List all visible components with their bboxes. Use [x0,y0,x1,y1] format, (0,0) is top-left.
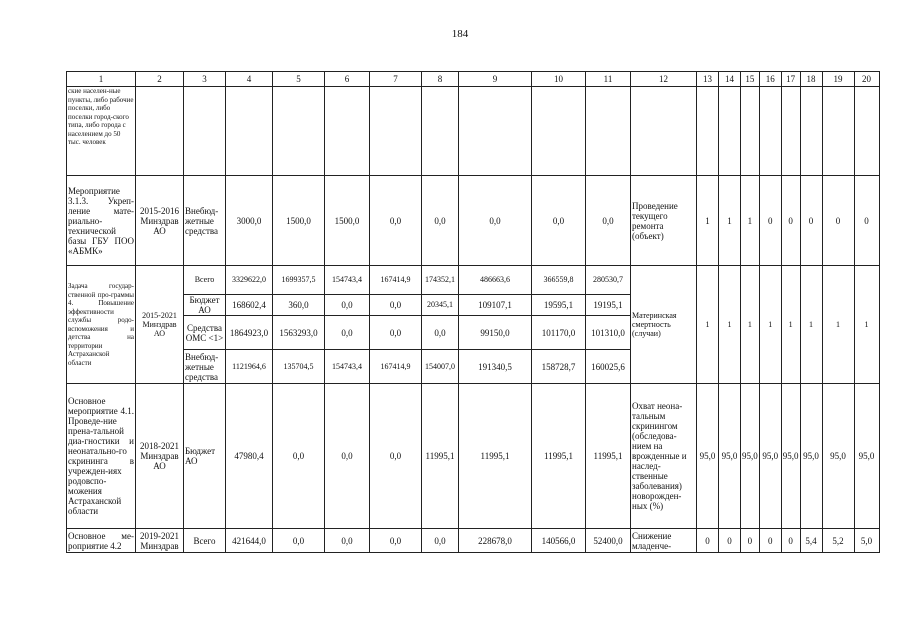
amount-cell: 174352,1 [422,266,459,295]
column-header: 2 [136,72,184,87]
indicator-value: 95,0 [697,384,719,529]
amount-cell: 0,0 [586,176,631,266]
amount-cell: 0,0 [459,176,532,266]
amount-cell: 0,0 [273,529,325,553]
indicator-value: 1 [759,266,781,384]
amount-cell: 11995,1 [459,384,532,529]
amount-cell: 52400,0 [586,529,631,553]
column-header: 8 [422,72,459,87]
amount-cell: 0,0 [532,176,586,266]
column-header: 10 [532,72,586,87]
amount-cell: 154007,0 [422,350,459,384]
indicator-value: 1 [781,266,800,384]
column-header: 4 [226,72,273,87]
indicator-value: 0 [854,176,879,266]
table-row [67,176,880,266]
amount-cell: 154743,4 [325,266,370,295]
column-header: 15 [741,72,760,87]
empty-cell [226,87,273,176]
row-description: Задача государ-ственной про-граммы 4. Повышение эффективности службы родо-вспоможения и детства на территории Астраханской области [67,266,136,384]
column-header: 6 [325,72,370,87]
indicator-value: 95,0 [822,384,854,529]
funding-source: Средства ОМС <1> [184,316,226,350]
empty-cell [822,87,854,176]
amount-cell: 0,0 [370,176,422,266]
amount-cell: 1500,0 [273,176,325,266]
amount-cell: 360,0 [273,295,325,316]
indicator-value: 1 [822,266,854,384]
indicator-name: Проведение текущего ремонта (объект) [631,176,697,266]
column-header: 12 [631,72,697,87]
column-header: 1 [67,72,136,87]
amount-cell: 3000,0 [226,176,273,266]
indicator-value: 1 [719,266,741,384]
amount-cell: 1864923,0 [226,316,273,350]
amount-cell: 101310,0 [586,316,631,350]
amount-cell: 0,0 [422,529,459,553]
column-header: 18 [800,72,822,87]
period-executor: 2015-2021 Минздрав АО [136,266,184,384]
indicator-value: 5,4 [800,529,822,553]
indicator-value: 0 [822,176,854,266]
column-header: 3 [184,72,226,87]
column-header: 11 [586,72,631,87]
empty-cell [781,87,800,176]
funding-source: Бюджет АО [184,295,226,316]
amount-cell: 1699357,5 [273,266,325,295]
indicator-value: 5,0 [854,529,879,553]
column-header: 17 [781,72,800,87]
amount-cell: 158728,7 [532,350,586,384]
amount-cell: 47980,4 [226,384,273,529]
amount-cell: 11995,1 [422,384,459,529]
amount-cell: 228678,0 [459,529,532,553]
amount-cell: 154743,4 [325,350,370,384]
indicator-value: 95,0 [854,384,879,529]
table-row [67,87,880,176]
indicator-value: 0 [759,176,781,266]
indicator-value: 1 [719,176,741,266]
amount-cell: 160025,6 [586,350,631,384]
funding-source: Внебюд-жетные средства [184,176,226,266]
row-description: ские населен-ные пункты, либо рабочие поселки, либо поселки город-ского типа, либо города с населением до 50 тыс. человек [67,87,136,176]
amount-cell: 1563293,0 [273,316,325,350]
column-header: 14 [719,72,741,87]
row-description: Мероприятие 3.1.3. Укреп-ление мате-риально-технической базы ГБУ ПОО «АБМК» [67,176,136,266]
indicator-value: 5,2 [822,529,854,553]
indicator-value: 95,0 [800,384,822,529]
empty-cell [532,87,586,176]
amount-cell: 0,0 [370,295,422,316]
column-header: 16 [759,72,781,87]
amount-cell: 421644,0 [226,529,273,553]
header-row [67,72,880,87]
empty-cell [719,87,741,176]
empty-cell [136,87,184,176]
indicator-value: 0 [759,529,781,553]
indicator-value: 0 [800,176,822,266]
empty-cell [586,87,631,176]
empty-cell [422,87,459,176]
page-number: 184 [451,28,469,40]
indicator-name: Материнская смертность (случаи) [631,266,697,384]
column-header: 13 [697,72,719,87]
amount-cell: 167414,9 [370,350,422,384]
amount-cell: 20345,1 [422,295,459,316]
table-row [67,384,880,529]
column-header: 19 [822,72,854,87]
period-executor: 2019-2021 Минздрав [136,529,184,553]
empty-cell [741,87,760,176]
amount-cell: 168602,4 [226,295,273,316]
column-header: 5 [273,72,325,87]
period-executor: 2015-2016 Минздрав АО [136,176,184,266]
indicator-name: Снижение младенче- [631,529,697,553]
amount-cell: 1500,0 [325,176,370,266]
indicator-value: 95,0 [781,384,800,529]
indicator-value: 95,0 [759,384,781,529]
amount-cell: 280530,7 [586,266,631,295]
indicator-value: 1 [697,266,719,384]
indicator-value: 0 [781,529,800,553]
indicator-value: 95,0 [719,384,741,529]
amount-cell: 135704,5 [273,350,325,384]
indicator-value: 0 [741,529,760,553]
indicator-value: 1 [854,266,879,384]
table-row [67,266,880,295]
empty-cell [325,87,370,176]
empty-cell [631,87,697,176]
funding-source: Бюджет АО [184,384,226,529]
funding-source: Всего [184,529,226,553]
indicator-value: 1 [741,266,760,384]
amount-cell: 19195,1 [586,295,631,316]
indicator-value: 0 [719,529,741,553]
column-header: 9 [459,72,532,87]
indicator-value: 0 [781,176,800,266]
empty-cell [800,87,822,176]
empty-cell [273,87,325,176]
amount-cell: 0,0 [325,295,370,316]
column-header: 7 [370,72,422,87]
amount-cell: 99150,0 [459,316,532,350]
indicator-value: 1 [741,176,760,266]
amount-cell: 0,0 [325,529,370,553]
amount-cell: 11995,1 [586,384,631,529]
column-header: 20 [854,72,879,87]
amount-cell: 167414,9 [370,266,422,295]
amount-cell: 0,0 [370,384,422,529]
indicator-value: 1 [697,176,719,266]
program-table [66,71,880,553]
empty-cell [697,87,719,176]
empty-cell [854,87,879,176]
empty-cell [759,87,781,176]
amount-cell: 0,0 [422,176,459,266]
indicator-value: 95,0 [741,384,760,529]
amount-cell: 0,0 [370,529,422,553]
amount-cell: 140566,0 [532,529,586,553]
empty-cell [459,87,532,176]
amount-cell: 0,0 [325,316,370,350]
row-description: Основное ме-роприятие 4.2 [68,530,134,551]
amount-cell: 191340,5 [459,350,532,384]
amount-cell: 0,0 [325,384,370,529]
period-executor: 2018-2021 Минздрав АО [136,384,184,529]
indicator-value: 0 [697,529,719,553]
amount-cell: 486663,6 [459,266,532,295]
empty-cell [370,87,422,176]
amount-cell: 0,0 [422,316,459,350]
amount-cell: 3329622,0 [226,266,273,295]
amount-cell: 19595,1 [532,295,586,316]
amount-cell: 1121964,6 [226,350,273,384]
indicator-name: Охват неона-тальным скринингом (обследова-нием на врожденные и наслед-ственные заболевания) новорожден-ных (%) [631,384,697,529]
funding-source: Всего [184,266,226,295]
amount-cell: 109107,1 [459,295,532,316]
amount-cell: 101170,0 [532,316,586,350]
funding-source: Внебюд-жетные средства [184,350,226,384]
row-description: Основное мероприятие 4.1. Проведе-ние прена-тальной диа-гностики и неонатально-го скрининга в учрежден-иях родовспо-можения Астраханской области [67,384,136,529]
empty-cell [184,87,226,176]
amount-cell: 366559,8 [532,266,586,295]
table-row [67,529,880,553]
amount-cell: 0,0 [370,316,422,350]
indicator-value: 1 [800,266,822,384]
amount-cell: 0,0 [273,384,325,529]
amount-cell: 11995,1 [532,384,586,529]
